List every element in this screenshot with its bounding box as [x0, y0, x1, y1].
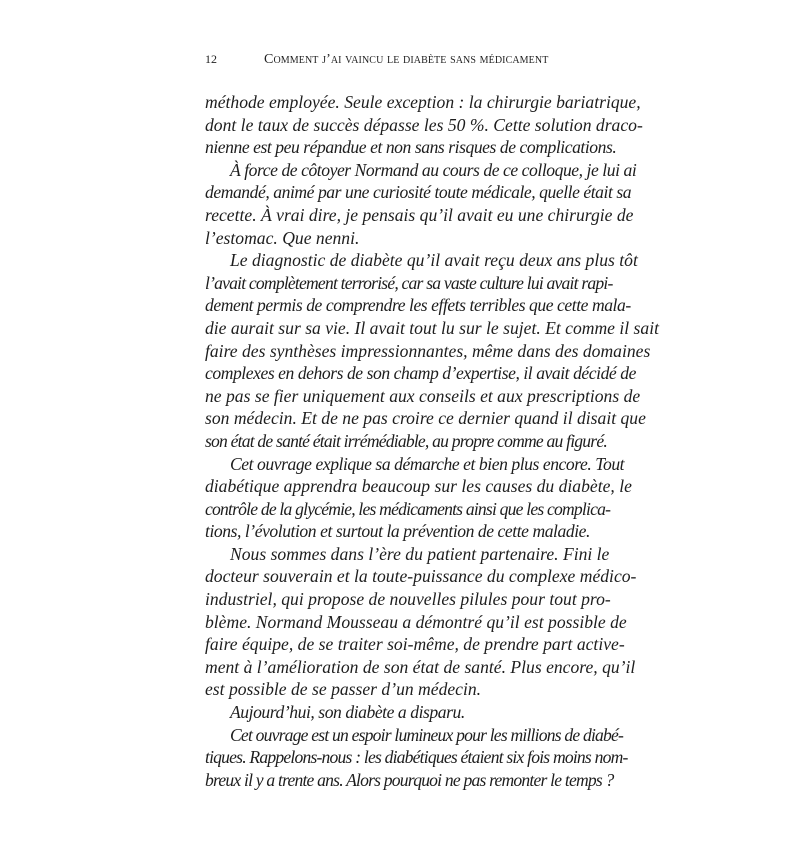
text-line: Cet ouvrage est un espoir lumineux pour les millions de diabé-: [230, 724, 624, 745]
text-line: méthode employée. Seule exception : la chirurgie bariatrique,: [205, 92, 641, 112]
text-line: contrôle de la glycémie, les médicaments ainsi que les complica-: [205, 498, 611, 519]
text-line: recette. À vrai dire, je pensais qu’il avait eu une chirurgie de: [205, 204, 634, 225]
running-head: [205, 52, 595, 72]
text-line: ne pas se fier uniquement aux conseils et aux prescriptions de: [205, 385, 641, 406]
text-line: faire des synthèses impressionnantes, même dans des domaines: [205, 340, 651, 361]
text-line: Aujourd’hui, son diabète a disparu.: [230, 702, 465, 723]
book-title: Comment j’ai vaincu le diabète sans médicament: [264, 52, 549, 67]
text-line: est possible de se passer d’un médecin.: [205, 679, 482, 700]
text-line: l’estomac. Que nenni.: [205, 227, 360, 248]
text-line: die aurait sur sa vie. Il avait tout lu sur le sujet. Et comme il sait: [205, 317, 659, 338]
text-line: docteur souverain et la toute-puissance du complexe médico-: [205, 566, 637, 587]
text-line: Le diagnostic de diabète qu’il avait reçu deux ans plus tôt: [230, 250, 638, 271]
text-line: ment à l’amélioration de son état de santé. Plus encore, qu’il: [205, 656, 636, 677]
text-line: breux il y a trente ans. Alors pourquoi ne pas remonter le temps ?: [205, 769, 614, 790]
text-line: son état de santé était irrémédiable, au propre comme au figuré.: [205, 430, 607, 451]
text-line: dont le taux de succès dépasse les 50 %. Cette solution draco-: [205, 114, 643, 135]
text-line: nienne est peu répandue et non sans risques de complications.: [205, 137, 617, 158]
text-line: diabétique apprendra beaucoup sur les causes du diabète, le: [205, 476, 632, 497]
text-line: complexes en dehors de son champ d’expertise, il avait décidé de: [205, 363, 636, 384]
text-line: À force de côtoyer Normand au cours de ce colloque, je lui ai: [230, 159, 637, 180]
text-line: industriel, qui propose de nouvelles pilules pour tout pro-: [205, 589, 611, 610]
text-line: blème. Normand Mousseau a démontré qu’il est possible de: [205, 611, 627, 632]
text-line: faire équipe, de se traiter soi-même, de prendre part active-: [205, 634, 625, 655]
text-line: tions, l’évolution et surtout la prévention de cette maladie.: [205, 521, 590, 542]
body-text: [205, 91, 659, 791]
text-line: tiques. Rappelons-nous : les diabétiques étaient six fois moins nom-: [205, 747, 628, 768]
text-line: demandé, animé par une curiosité toute médicale, quelle était sa: [205, 182, 632, 203]
text-line: Nous sommes dans l’ère du patient partenaire. Fini le: [230, 543, 610, 564]
text-line: Cet ouvrage explique sa démarche et bien plus encore. Tout: [230, 453, 625, 474]
text-line: l’avait complètement terrorisé, car sa vaste culture lui avait rapi-: [205, 272, 613, 293]
page-number: 12: [205, 52, 217, 66]
text-line: dement permis de comprendre les effets terribles que cette mala-: [205, 295, 631, 316]
text-line: son médecin. Et de ne pas croire ce dernier quand il disait que: [205, 408, 646, 429]
